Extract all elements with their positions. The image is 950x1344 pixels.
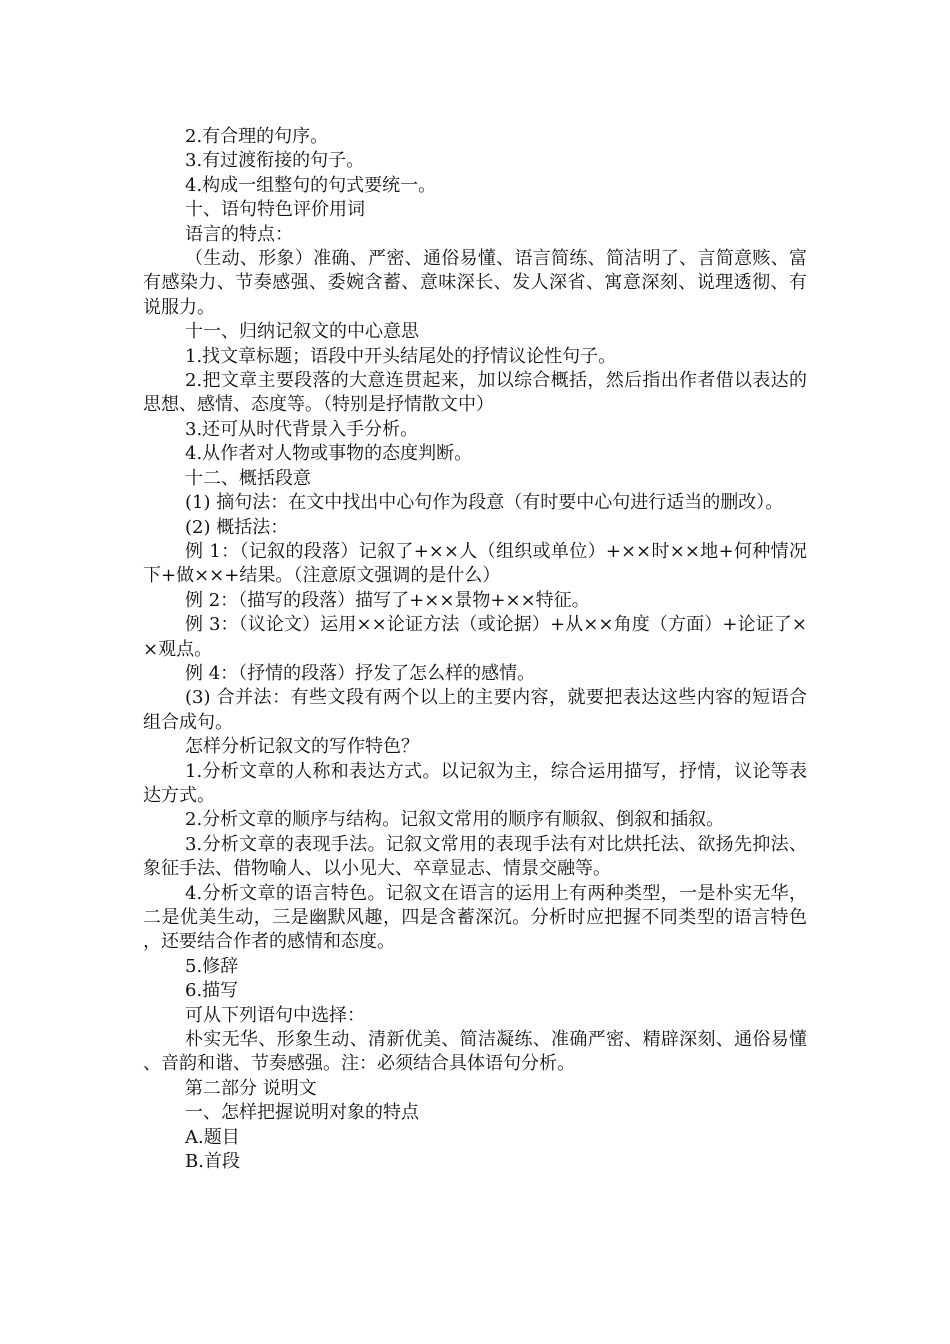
paragraph: 3.还可从时代背景入手分析。: [185, 418, 419, 440]
paragraph: 4.分析文章的语言特色。记叙文在语言的运用上有两种类型，一是朴实无华，二是优美生动，三是幽默风趣，四是含蓄深沉。分析时应把握不同类型的语言特色，还要结合作者的感情和态度。: [143, 882, 807, 953]
paragraph: 5.修辞: [185, 955, 239, 977]
document-body: [143, 125, 807, 1174]
section-heading: 十二、概括段意: [185, 467, 311, 489]
paragraph: A.题目: [185, 1126, 240, 1148]
paragraph: 朴实无华、形象生动、清新优美、简洁凝练、准确严密、精辟深刻、通俗易懂、音韵和谐、节奏感强。注：必须结合具体语句分析。: [143, 1029, 807, 1075]
paragraph: 2.有合理的句序。: [185, 126, 329, 147]
section-heading: 一、怎样把握说明对象的特点: [185, 1102, 419, 1124]
paragraph: 3.有过渡衔接的句子。: [185, 150, 365, 172]
paragraph: （生动、形象）准确、严密、通俗易懂、语言简练、简洁明了、言简意赅、富有感染力、节奏感强、委婉含蓄、意味深长、发人深省、寓意深刻、说理透彻、有说服力。: [143, 248, 807, 318]
paragraph: 可从下列语句中选择：: [185, 1004, 365, 1026]
paragraph: (1) 摘句法：在文中找出中心句作为段意（有时要中心句进行适当的删改）。: [185, 492, 784, 514]
section-heading: 第二部分 说明文: [185, 1077, 317, 1099]
section-heading: 十一、归纳记叙文的中心意思: [185, 321, 419, 343]
paragraph: 2.把文章主要段落的大意连贯起来，加以综合概括，然后指出作者借以表达的思想、感情、态度等。（特别是抒情散文中）: [143, 370, 807, 416]
paragraph: 4.构成一组整句的句式要统一。: [185, 174, 437, 196]
paragraph: 3.分析文章的表现手法。记叙文常用的表现手法有对比烘托法、欲扬先抑法、象征手法、借物喻人、以小见大、卒章显志、情景交融等。: [143, 833, 807, 880]
paragraph: B.首段: [185, 1151, 240, 1173]
paragraph: 2.分析文章的顺序与结构。记叙文常用的顺序有顺叙、倒叙和插叙。: [185, 809, 725, 831]
paragraph: (3) 合并法：有些文段有两个以上的主要内容，就要把表达这些内容的短语合组合成句。: [143, 687, 807, 733]
paragraph: 例 2：（描写的段落）描写了+××景物+××特征。: [185, 589, 590, 611]
paragraph: 语言的特点：: [185, 223, 293, 245]
paragraph: 4.从作者对人物或事物的态度判断。: [185, 443, 473, 465]
section-heading: 怎样分析记叙文的写作特色？: [185, 736, 419, 758]
paragraph: 6.描写: [185, 980, 239, 1002]
paragraph: 例 3：（议论文）运用××论证方法（或论据）+从××角度（方面）+论证了××观点。: [143, 614, 807, 660]
paragraph: 1.找文章标题；语段中开头结尾处的抒情议论性句子。: [185, 345, 617, 367]
paragraph: (2) 概括法：: [185, 516, 289, 538]
section-heading: 十、语句特色评价用词: [185, 199, 365, 221]
paragraph: 例 4：（抒情的段落）抒发了怎么样的感情。: [185, 662, 536, 684]
paragraph: 例 1：（记叙的段落）记叙了+××人（组织或单位）+××时××地+何种情况下+做××+结果。（注意原文强调的是什么）: [143, 540, 807, 587]
paragraph: 1.分析文章的人称和表达方式。以记叙为主，综合运用描写，抒情，议论等表达方式。: [143, 760, 807, 806]
